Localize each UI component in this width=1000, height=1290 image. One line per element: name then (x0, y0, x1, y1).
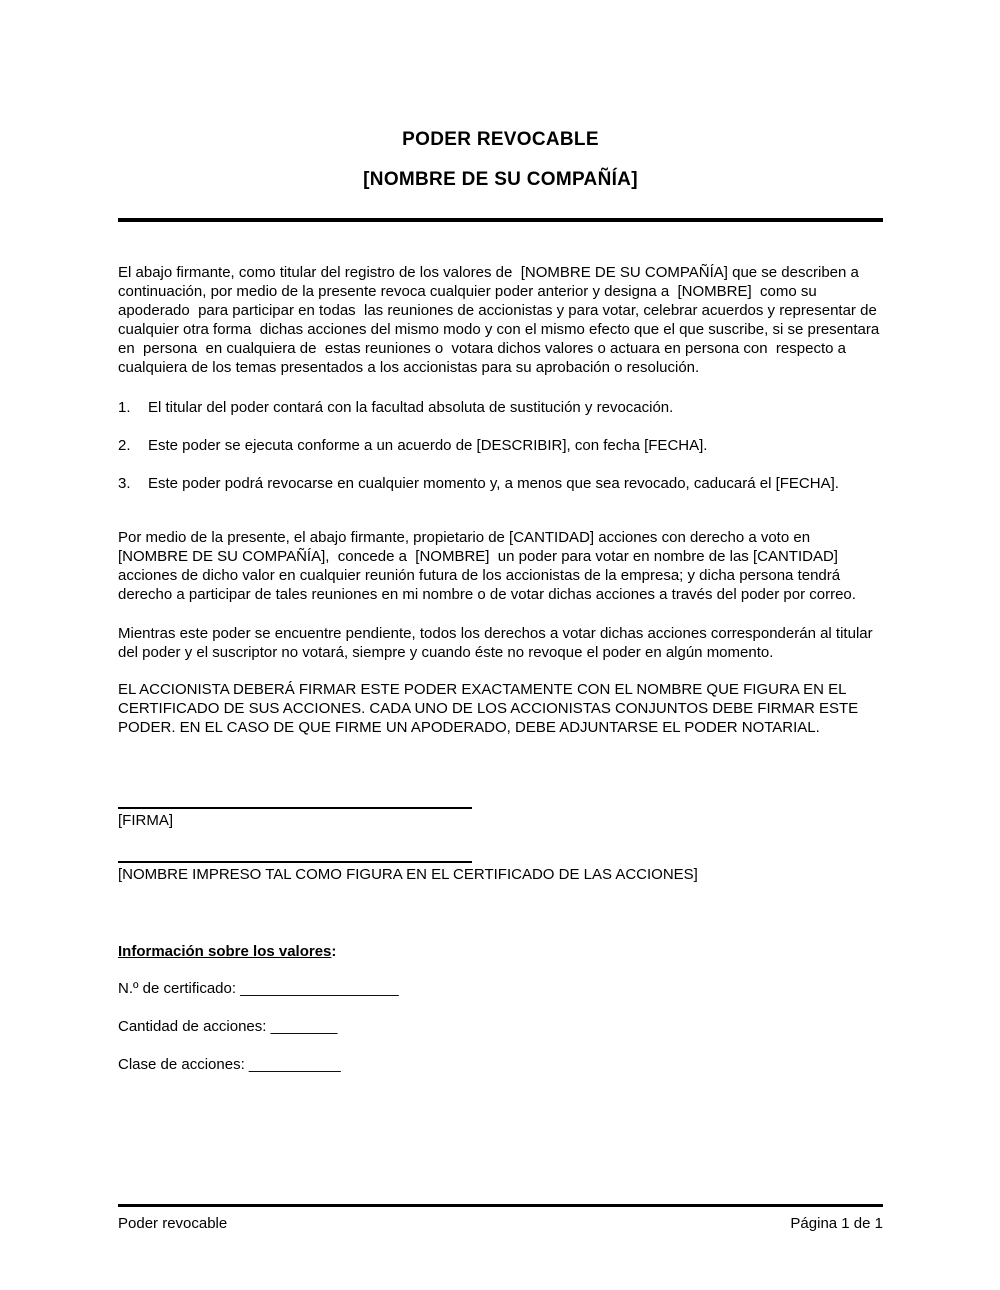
share-class-blank: ___________ (248, 1056, 341, 1073)
pending-paragraph: Mientras este poder se encuentre pendiente, todos los derechos a votar dichas acciones corresponderán al titular del poder y el suscriptor no votará, siempre y cuando éste no revoque el poder en algún momento. (118, 625, 877, 661)
terms-list (118, 398, 883, 493)
list-item-1-number: 1. (118, 399, 131, 416)
printed-name-placeholder-label: [NOMBRE IMPRESO TAL COMO FIGURA EN EL CERTIFICADO DE LAS ACCIONES] (118, 866, 698, 883)
share-quantity-label: Cantidad de acciones: (118, 1018, 271, 1035)
page-footer (118, 1204, 883, 1233)
doc-subtitle-company-placeholder: [NOMBRE DE SU COMPAÑÍA] (363, 169, 638, 190)
footer-document-name: Poder revocable (118, 1215, 228, 1232)
doc-title: PODER REVOCABLE (402, 129, 599, 150)
securities-info-heading-text: Información sobre los valores (118, 943, 332, 960)
certificate-number-field (118, 979, 883, 998)
certificate-number-blank: ___________________ (240, 980, 399, 997)
share-class-field (118, 1055, 883, 1074)
printed-name-line (118, 861, 472, 863)
share-quantity-field (118, 1017, 883, 1036)
share-quantity-blank: ________ (270, 1018, 338, 1035)
securities-info-heading-colon: : (331, 943, 337, 960)
signature-line (118, 807, 472, 809)
list-item-2-text: Este poder se ejecuta conforme a un acuerdo de [DESCRIBIR], con fecha [FECHA]. (148, 437, 708, 454)
share-class-label: Clase de acciones: (118, 1056, 249, 1073)
list-item-2 (118, 436, 883, 455)
footer-divider-rule (118, 1204, 883, 1207)
list-item-3-number: 3. (118, 475, 131, 492)
list-item-1 (118, 398, 883, 417)
signing-notice-paragraph: EL ACCIONISTA DEBERÁ FIRMAR ESTE PODER EXACTAMENTE CON EL NOMBRE QUE FIGURA EN EL CERTIFICADO DE SUS ACCIONES. CADA UNO DE LOS ACCIONISTAS CONJUNTOS DEBE FIRMAR ESTE PODER. EN EL CASO DE QUE FIRME UN APODERADO, DEBE ADJUNTARSE EL PODER NOTARIAL. (118, 681, 863, 736)
header-divider-rule (118, 218, 883, 222)
certificate-number-label: N.º de certificado: (118, 980, 241, 997)
list-item-1-text: El titular del poder contará con la facultad absoluta de sustitución y revocación. (148, 399, 674, 416)
grant-paragraph: Por medio de la presente, el abajo firmante, propietario de [CANTIDAD] acciones con derecho a voto en [NOMBRE DE SU COMPAÑÍA], concede a [NOMBRE] un poder para votar en nombre de las [CANTIDAD] acciones de dicho valor en cualquier reunión futura de los accionistas de la empresa; y dicha persona tendrá derecho a participar de tales reuniones en mi nombre o de votar dichas acciones a través del poder por correo. (118, 529, 856, 603)
securities-info-heading (118, 942, 883, 961)
footer-page-number: Página 1 de 1 (790, 1215, 883, 1232)
document-content (118, 129, 883, 1074)
intro-paragraph: El abajo firmante, como titular del registro de los valores de [NOMBRE DE SU COMPAÑÍA] que se describen a continuación, por medio de la presente revoca cualquier poder anterior y designa a [NOMBRE] como su apoderado para participar en todas las reuniones de accionistas y para votar, celebrar acuerdos y representar de cualquier otra forma dichas acciones del mismo modo y con el mismo efecto que el que suscribe, si se presentara en persona en cualquiera de estas reuniones o votara dichos valores o actuara en persona con respecto a cualquiera de los temas presentados a los accionistas para su aprobación o resolución. (118, 264, 884, 376)
list-item-3-text: Este poder podrá revocarse en cualquier momento y, a menos que sea revocado, caducará el [FECHA]. (148, 475, 839, 492)
signature-placeholder-label: [FIRMA] (118, 812, 173, 829)
list-item-3 (118, 474, 883, 493)
footer-row (118, 1214, 883, 1233)
list-item-2-number: 2. (118, 437, 131, 454)
